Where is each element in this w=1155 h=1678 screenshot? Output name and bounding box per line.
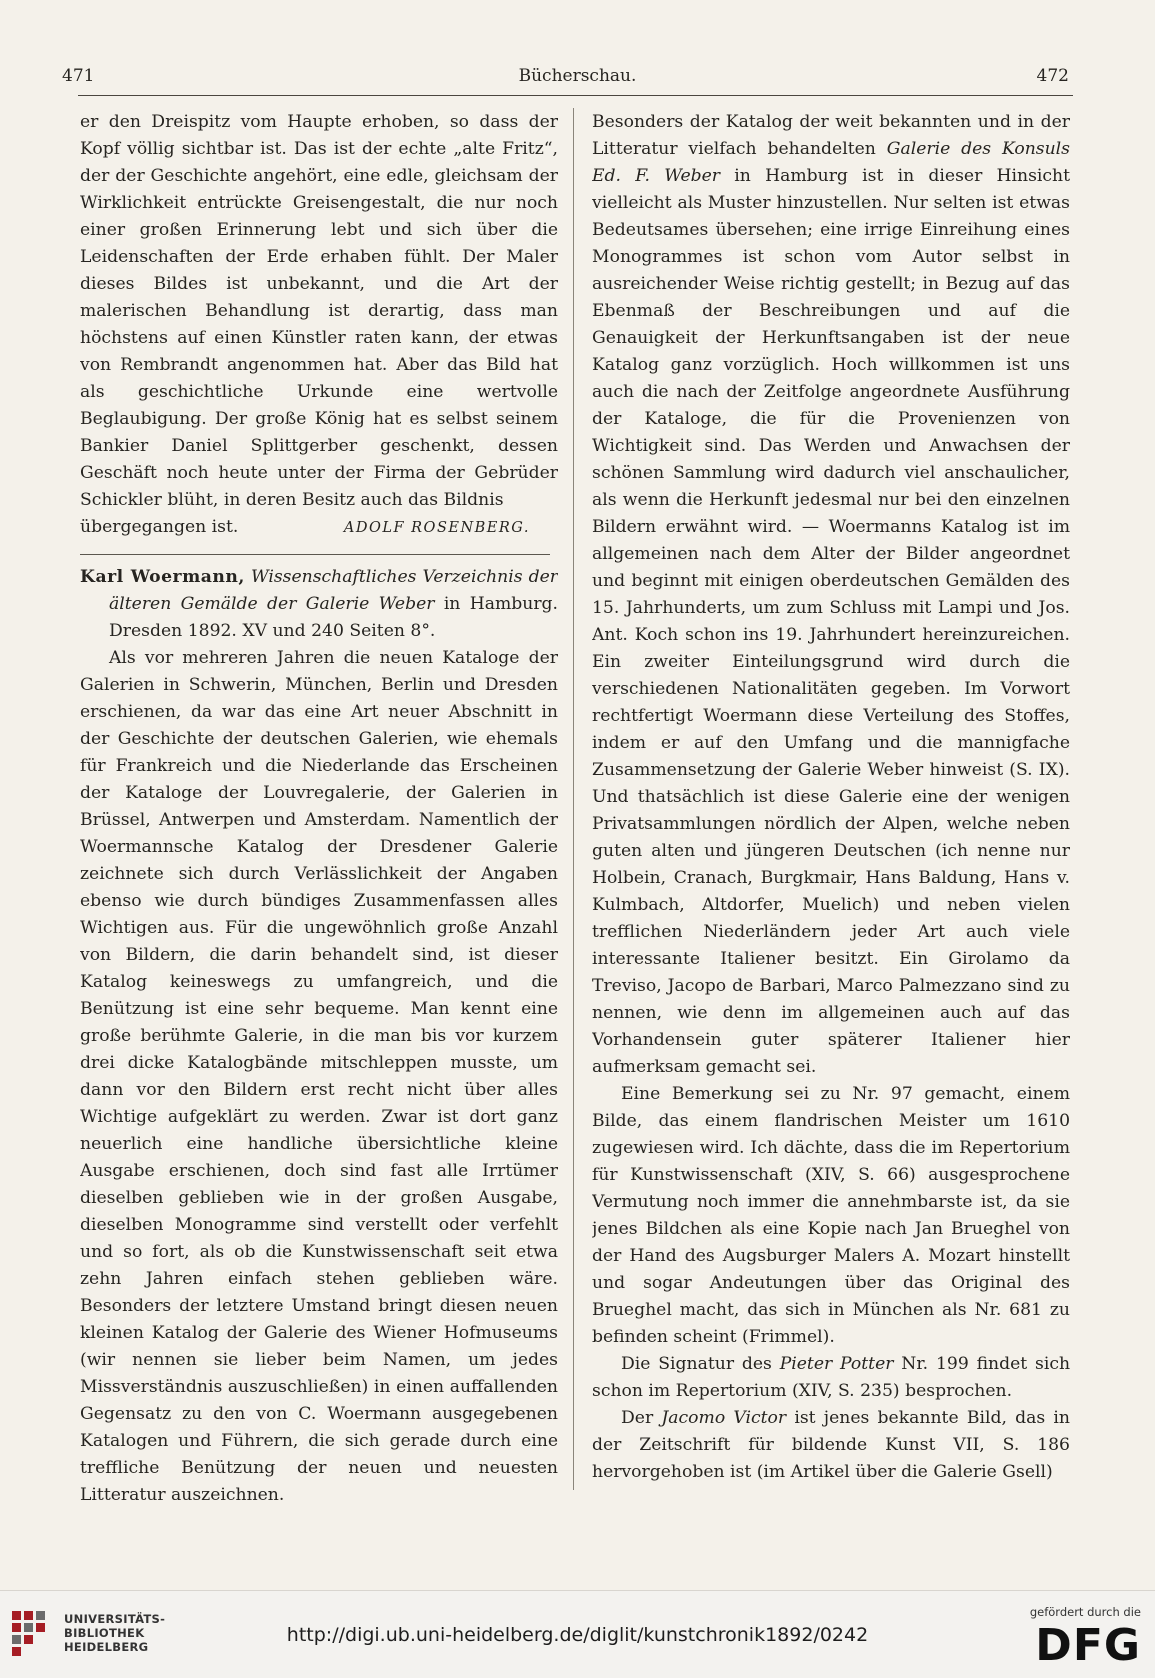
viewer-footer [0,1590,1155,1678]
permalink-url[interactable]: http://digi.ub.uni-heidelberg.de/diglit/kunstchronik1892/0242 [286,1624,869,1646]
left-paragraph-2: Als vor mehreren Jahren die neuen Kataloge der Galerien in Schwerin, München, Berlin und Dresden erschienen, da war das eine Art neuer Abschnitt in der Geschichte der deutschen Galerien, wie ehemals für Frankreich und die Niederlande das Erscheinen der Kataloge der Louvregalerie, der Galerien in Brüssel, Antwerpen und Amsterdam. Namentlich der Woermannsche Katalog der Dresdener Galerie zeichnete sich durch Verlässlichkeit der Angaben ebenso wie durch bündiges Zusammenfassen alles Wichtigen aus. Für die ungewöhnlich große Anzahl von Bildern, die darin behandelt sind, ist dieser Katalog keineswegs zu umfangreich, und die Benützung ist eine sehr bequeme. Man kennt eine große berühmte Galerie, in die man bis vor kurzem drei dicke Katalogbände mitschleppen musste, um dann vor den Bildern erst recht nicht über alles Wichtige aufgeklärt zu werden. Zwar ist dort ganz neuerlich eine handliche übersichtliche kleine Ausgabe erschienen, doch sind fast alle Irrtümer dieselben geblieben wie in der großen Ausgabe, dieselben Monogramme sind verstellt oder verfehlt und so fort, als ob die Kunstwissenschaft seit etwa zehn Jahren einfach stehen geblieben wäre. Besonders der letztere Umstand bringt diesen neuen kleinen Katalog der Galerie des Wiener Hofmuseums (wir nennen sie lieber beim Namen, um jedes Missverständnis auszuschließen) in einen auffallenden Gegensatz zu den von C. Woermann ausgegebenen Katalogen und Führern, die sich gerade durch eine treffliche Benützung der neuen und neuesten Litteratur auszeichnen. [80,648,558,1505]
right-paragraph-2: Eine Bemerkung sei zu Nr. 97 gemacht, einem Bilde, das einem flandrischen Meister um 1610 zugewiesen wird. Ich dächte, dass die im Repertorium für Kunstwissenschaft (XIV, S. 66) ausgesprochene Vermutung noch immer die annehmbarste ist, da sie jenes Bildchen als eine Kopie nach Jan Brueghel von der Hand des Augsburger Malers A. Mozart hinstellt und sogar Andeutungen über das Original des Brueghel macht, das sich in München als Nr. 681 zu befinden scheint (Frimmel). [592,1084,1070,1347]
signature-text: übergegangen ist. [80,517,239,537]
library-name-line-2: BIBLIOTHEK [64,1626,145,1640]
page-number-left: 471 [62,66,95,86]
signature-author: ADOLF ROSENBERG. [343,520,530,536]
column-divider [573,108,574,1490]
review-heading [80,564,558,645]
gallery-name: Galerie des Konsuls Ed. F. Weber [592,139,1070,186]
right-column [592,109,1070,1486]
review-book-title: Wissenschaftliches Verzeichnis der älteren Gemälde der Galerie Weber [109,567,558,614]
page-number-right: 472 [1036,66,1069,86]
painter-name-victor: Jacomo Victor [661,1408,787,1428]
right-p1-text-b: in Hamburg ist in dieser Hinsicht vielleicht als Muster hinzustellen. Nur selten ist etwas Bedeutsames übersehen; eine irrige Einreihung eines Monogrammes ist schon vom Autor selbst in ausreichender Weise richtig gestellt; in Bezug auf das Ebenmaß der Beschreibungen und auf die Genauigkeit der Herkunftsangaben ist der neue Katalog ganz vorzüglich. Hoch willkommen ist uns auch die nach der Zeitfolge angeordnete Ausführung der Kataloge, die für die Provenienzen von Wichtigkeit sind. Das Werden und Anwachsen der schönen Sammlung wird dadurch viel anschaulicher, als wenn die Herkunft jedesmal nur bei den einzelnen Bildern erwähnt wird. — Woermanns Katalog ist im allgemeinen nach dem Alter der Bilder angeordnet und beginnt mit einigen oberdeutschen Gemälden des 15. Jahrhunderts, um zum Schluss mit Lampi und Jos. Ant. Koch schon ins 19. Jahrhundert hereinzureichen. Ein zweiter Einteilungsgrund wird durch die verschiedenen Nationalitäten gegeben. Im Vorwort rechtfertigt Woermann diese Verteilung des Stoffes, indem er auf den Umfang und die mannigfache Zusammensetzung der Galerie Weber hinweist (S. IX). Und thatsächlich ist diese Galerie eine der wenigen Privatsammlungen nördlich der Alpen, welche neben guten alten und jüngeren Deutschen (ich nenne nur Holbein, Cranach, Burgkmair, Hans Baldung, Hans v. Kulmbach, Altdorfer, Muelich) und neben vielen trefflichen Niederländern jeder Art auch viele interessante Italiener besitzt. Ein Girolamo da Treviso, Jacopo de Barbari, Marco Palmezzano sind zu nennen, wie denn im allgemeinen auch auf das Vorhandensein guter späterer Italiener hier aufmerksam gemacht sei. [592,166,1070,1077]
review-author: Karl Woermann, [80,567,245,587]
library-name-line-1: UNIVERSITÄTS- [64,1612,166,1626]
right-p3-text-b: Nr. 199 findet sich schon im Repertorium (XIV, S. 235) besprochen. [592,1354,1070,1401]
right-p4-text-b: ist jenes bekannte Bild, das in der Zeitschrift für bildende Kunst VII, S. 186 hervorgehoben ist (im Artikel über die Galerie Gsell) [592,1408,1070,1482]
header-rule [78,95,1073,96]
dfg-logo-icon: DFG [1035,1620,1141,1671]
right-paragraph-4 [592,1405,1070,1486]
right-paragraph-3 [592,1351,1070,1405]
right-p1-text-a: Besonders der Katalog der weit bekannten und in der Litteratur vielfach behandelten [592,112,1070,159]
running-title: Bücherschau. [518,66,637,86]
right-paragraph-1 [592,109,1070,1081]
section-separator [80,554,550,555]
dfg-caption: gefördert durch die [1029,1605,1141,1619]
signature-line [80,514,558,542]
left-column [80,109,558,1509]
review-publication-info: in Hamburg. Dresden 1892. XV und 240 Seiten 8°. [109,594,558,641]
right-p4-text-a: Der [621,1408,654,1428]
painter-name-potter: Pieter Potter [779,1354,894,1374]
library-name-line-3: HEIDELBERG [64,1640,149,1654]
left-paragraph-1: er den Dreispitz vom Haupte erhoben, so dass der Kopf völlig sichtbar ist. Das ist der echte „alte Fritz“, der der Geschichte angehört, eine edle, gleichsam der Wirklichkeit entrückte Greisengestalt, die nur noch einer großen Erinnerung lebt und sich über die Leidenschaften der Erde erhaben fühlt. Der Maler dieses Bildes ist unbekannt, und die Art der malerischen Behandlung ist derartig, dass man höchstens auf einen Künstler raten kann, der etwas von Rembrandt angenommen hat. Aber das Bild hat als geschichtliche Urkunde eine wertvolle Beglaubigung. Der große König hat es selbst seinem Bankier Daniel Splittgerber geschenkt, dessen Geschäft noch heute unter der Firma der Gebrüder Schickler blüht, in deren Besitz auch das Bildnis [80,112,558,510]
right-p3-text-a: Die Signatur des [621,1354,772,1374]
